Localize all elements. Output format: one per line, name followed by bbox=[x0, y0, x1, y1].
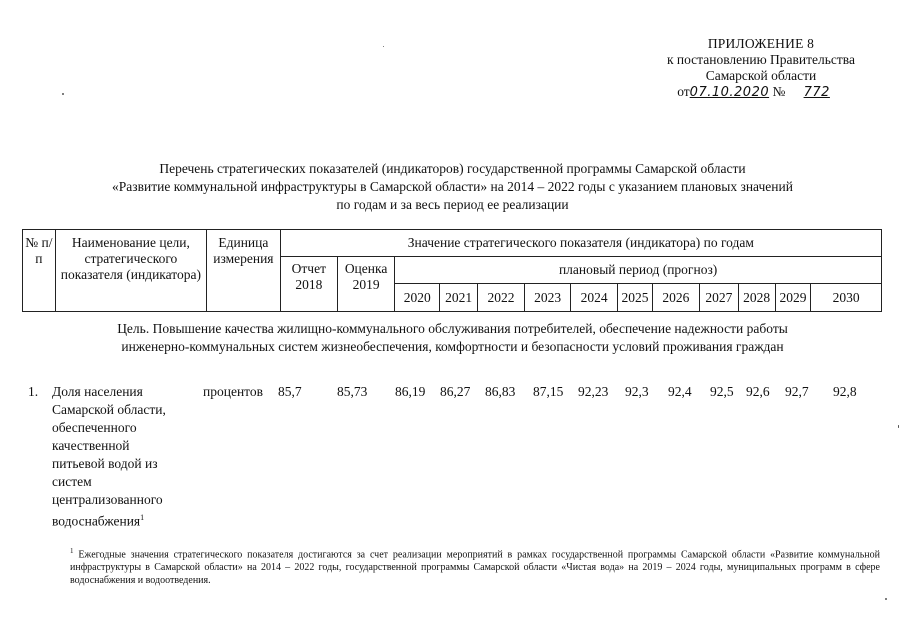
row-name-line: систем bbox=[52, 474, 92, 489]
header-estimate: Оценка 2019 bbox=[337, 257, 394, 312]
title-line: Перечень стратегических показателей (индикаторов) государственной программы Самарской области bbox=[159, 161, 746, 176]
header-year: 2022 bbox=[478, 284, 525, 312]
row-value: 92,4 bbox=[668, 384, 692, 399]
goal-line: Цель. Повышение качества жилищно-коммунального обслуживания потребителей, обеспечение надежности работы bbox=[117, 321, 788, 336]
appendix-title: ПРИЛОЖЕНИЕ 8 bbox=[707, 36, 815, 51]
header-year: 2020 bbox=[395, 284, 440, 312]
appendix-date-line bbox=[667, 84, 855, 101]
row-value: 87,15 bbox=[533, 384, 564, 399]
row-name-line: качественной bbox=[52, 438, 130, 453]
header-num: № п/п bbox=[23, 230, 56, 312]
row-value: 92,8 bbox=[833, 384, 857, 399]
date-prefix: от bbox=[677, 84, 690, 99]
row-value: 92,23 bbox=[578, 384, 609, 399]
scan-speck bbox=[383, 46, 384, 47]
scan-speck bbox=[898, 425, 899, 428]
header-year: 2023 bbox=[525, 284, 571, 312]
row-value: 92,7 bbox=[785, 384, 809, 399]
footnote-text: Ежегодные значения стратегического показателя достигаются за счет реализации мероприятий в рамках государственной программы Самарской области «Развитие коммунальной инфраструктуры в Самарской области» на 2014 – 2022 годы, государственной программы Самарской области «Чистая вода» на 2019 – 2024 годы, муниципальных программ в сфере водоснабжения и водоотведения. bbox=[70, 549, 880, 587]
header-year: 2030 bbox=[811, 284, 882, 312]
row-value: 92,5 bbox=[710, 384, 734, 399]
row-name-line: Доля населения bbox=[52, 384, 143, 399]
indicators-table-header bbox=[22, 229, 882, 312]
row-value: 85,7 bbox=[278, 384, 302, 399]
row-value: 86,19 bbox=[395, 384, 426, 399]
header-year: 2026 bbox=[652, 284, 699, 312]
header-unit: Единица измерения bbox=[207, 230, 281, 312]
goal-line: инженерно-коммунальных систем жизнеобеспечения, комфортности и безопасности условий проживания граждан bbox=[121, 339, 784, 354]
row-value: 92,3 bbox=[625, 384, 649, 399]
row-name-last: водоснабжения bbox=[52, 513, 141, 529]
number-prefix: № bbox=[772, 84, 786, 99]
header-year: 2027 bbox=[699, 284, 738, 312]
goal-text bbox=[0, 320, 905, 356]
row-name bbox=[52, 383, 202, 531]
row-name-line: централизованного bbox=[52, 492, 163, 507]
row-value: 92,6 bbox=[746, 384, 770, 399]
header-year: 2028 bbox=[738, 284, 775, 312]
footnote-ref: 1 bbox=[140, 513, 145, 522]
row-unit: процентов bbox=[203, 384, 264, 399]
row-value: 86,83 bbox=[485, 384, 516, 399]
handwritten-number: 772 bbox=[803, 85, 830, 100]
title-line: по годам и за весь период ее реализации bbox=[336, 197, 569, 212]
document-title bbox=[0, 160, 905, 214]
appendix-line2: Самарской области bbox=[705, 68, 817, 83]
header-values: Значение стратегического показателя (индикатора) по годам bbox=[280, 230, 881, 257]
header-year: 2025 bbox=[618, 284, 653, 312]
scan-speck bbox=[885, 598, 887, 600]
row-value: 85,73 bbox=[337, 384, 368, 399]
footnote-mark: 1 bbox=[70, 547, 74, 555]
row-value: 86,27 bbox=[440, 384, 471, 399]
header-year: 2029 bbox=[775, 284, 811, 312]
row-name-line: питьевой водой из bbox=[52, 456, 158, 471]
row-name-line: Самарской области, bbox=[52, 402, 166, 417]
row-name-line: обеспеченного bbox=[52, 420, 137, 435]
appendix-header bbox=[667, 36, 855, 101]
header-report: Отчет 2018 bbox=[280, 257, 337, 312]
header-year: 2021 bbox=[440, 284, 478, 312]
header-name: Наименование цели, стратегического показателя (индикатора) bbox=[55, 230, 206, 312]
row-number: 1. bbox=[28, 384, 39, 399]
row-name-line bbox=[52, 509, 202, 531]
scan-speck bbox=[62, 93, 64, 95]
footnote bbox=[30, 545, 880, 587]
handwritten-date: 07.10.2020 bbox=[689, 85, 770, 100]
appendix-line1: к постановлению Правительства bbox=[666, 52, 855, 67]
header-year: 2024 bbox=[571, 284, 618, 312]
title-line: «Развитие коммунальной инфраструктуры в Самарской области» на 2014 – 2022 годы с указанием плановых значений bbox=[112, 179, 793, 194]
header-planned: плановый период (прогноз) bbox=[395, 257, 882, 284]
